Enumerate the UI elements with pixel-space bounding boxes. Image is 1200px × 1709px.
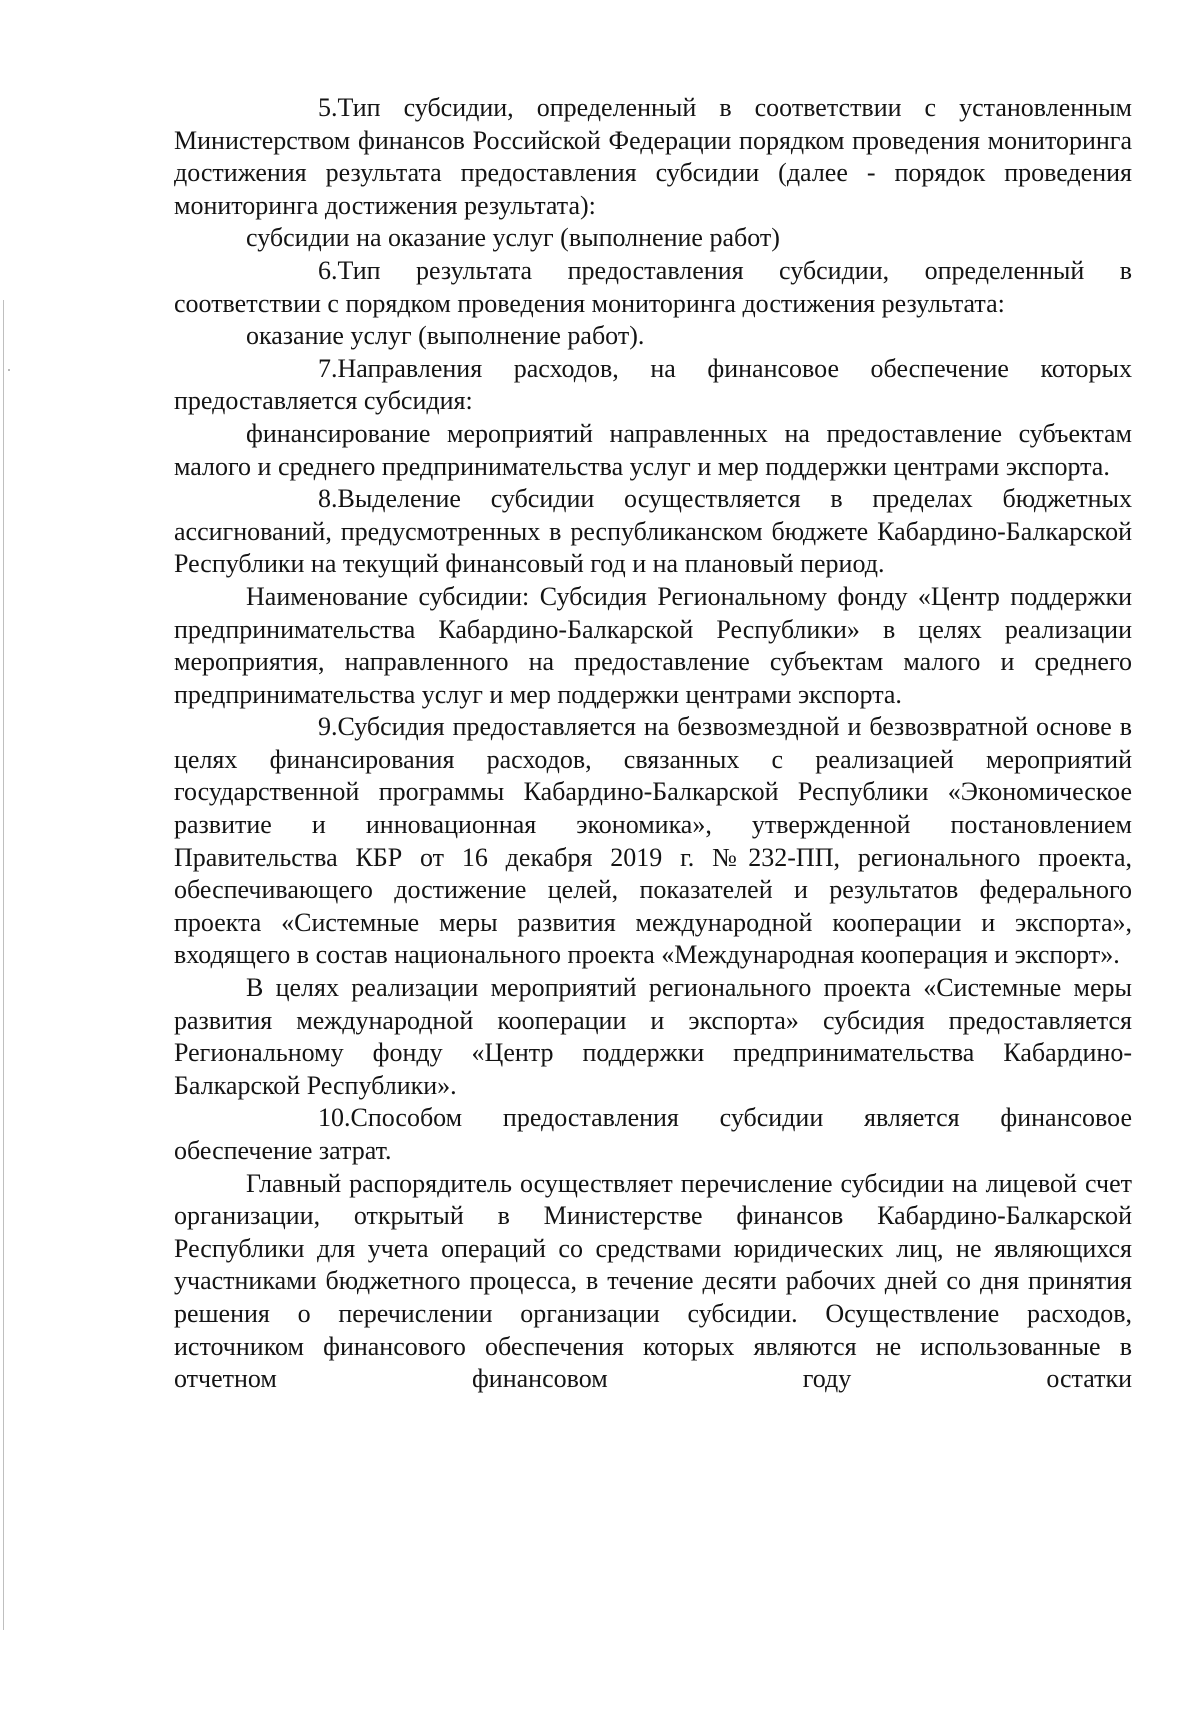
paragraph-5 [174,92,1132,222]
paragraph-regional-project [174,972,1132,1102]
paragraph-8 [174,483,1132,581]
paragraph-expense-directions [174,418,1132,483]
item-number: 6. [318,255,338,285]
paragraph-subsidy-name [174,581,1132,711]
paragraph-text: Субсидия предоставляется на безвозмездной и безвозвратной основе в целях финансирования расходов, связанных с реализацией мероприятий государственной программы Кабардино-Балкарской Республики «Экономическое развитие и инновационная экономика», утвержденной постановлением Правительства КБР от 16 декабря 2019 г. №232-ПП, регионального проекта, обеспечивающего достижение целей, показателей и результатов федерального проекта «Системные меры развития международной кооперации и экспорта», входящего в состав национального проекта «Международная кооперация и экспорт». [174,712,1132,970]
paragraph-10 [174,1102,1132,1167]
paragraph-text: Главный распорядитель осуществляет перечисление субсидии на лицевой счет организации, открытый в Министерстве финансов Кабардино-Балкарской Республики для учета операций со средствами юридических лиц, не являющихся участниками бюджетного процесса, в течение десяти рабочих дней со дня принятия решения о перечислении организации субсидии. Осуществление расходов, источником финансового обеспечения которых являются не использованные в отчетном финансовом году остатки [174,1168,1132,1394]
paragraph-9 [174,711,1132,972]
item-number: 8. [318,484,338,514]
paragraph-subsidy-type [174,222,1132,255]
paragraph-text: Тип результата предоставления субсидии, определенный в соответствии с порядком проведения мониторинга достижения результата: [174,255,1132,318]
item-number: 10. [318,1103,351,1133]
paragraph-6 [174,255,1132,320]
scan-edge-mark [3,300,4,1630]
paragraph-text: Выделение субсидии осуществляется в пределах бюджетных ассигнований, предусмотренных в республиканском бюджете Кабардино-Балкарской Республики на текущий финансовый год и на плановый период. [174,484,1132,579]
item-number: 7. [318,353,338,383]
paragraph-text: оказание услуг (выполнение работ). [246,321,645,351]
scan-dot-mark [8,369,10,371]
paragraph-7 [174,353,1132,418]
paragraph-text: В целях реализации мероприятий регионального проекта «Системные меры развития международной кооперации и экспорта» субсидия предоставляется Региональному фонду «Центр поддержки предпринимательства Кабардино-Балкарской Республики». [174,973,1132,1100]
item-number: 9. [318,712,338,742]
paragraph-text: Направления расходов, на финансовое обеспечение которых предоставляется субсидия: [174,353,1132,416]
paragraph-transfer [174,1168,1132,1396]
document-body [174,92,1132,1396]
paragraph-text: Наименование субсидии: Субсидия Региональному фонду «Центр поддержки предпринимательства Кабардино-Балкарской Республики» в целях реализации мероприятия, направленного на предоставление субъектам малого и среднего предпринимательства услуг и мер поддержки центрами экспорта. [174,581,1132,709]
paragraph-text: Тип субсидии, определенный в соответствии с установленным Министерством финансов Российской Федерации порядком проведения мониторинга достижения результата предоставления субсидии (далее - порядок проведения мониторинга достижения результата): [174,93,1132,220]
paragraph-text: Способом предоставления субсидии является финансовое обеспечение затрат. [174,1103,1132,1165]
paragraph-result-type [174,320,1132,353]
paragraph-text: финансирование мероприятий направленных на предоставление субъектам малого и среднего предпринимательства услуг и мер поддержки центрами экспорта. [174,418,1132,481]
item-number: 5. [318,93,338,122]
paragraph-text: субсидии на оказание услуг (выполнение работ) [246,223,780,253]
